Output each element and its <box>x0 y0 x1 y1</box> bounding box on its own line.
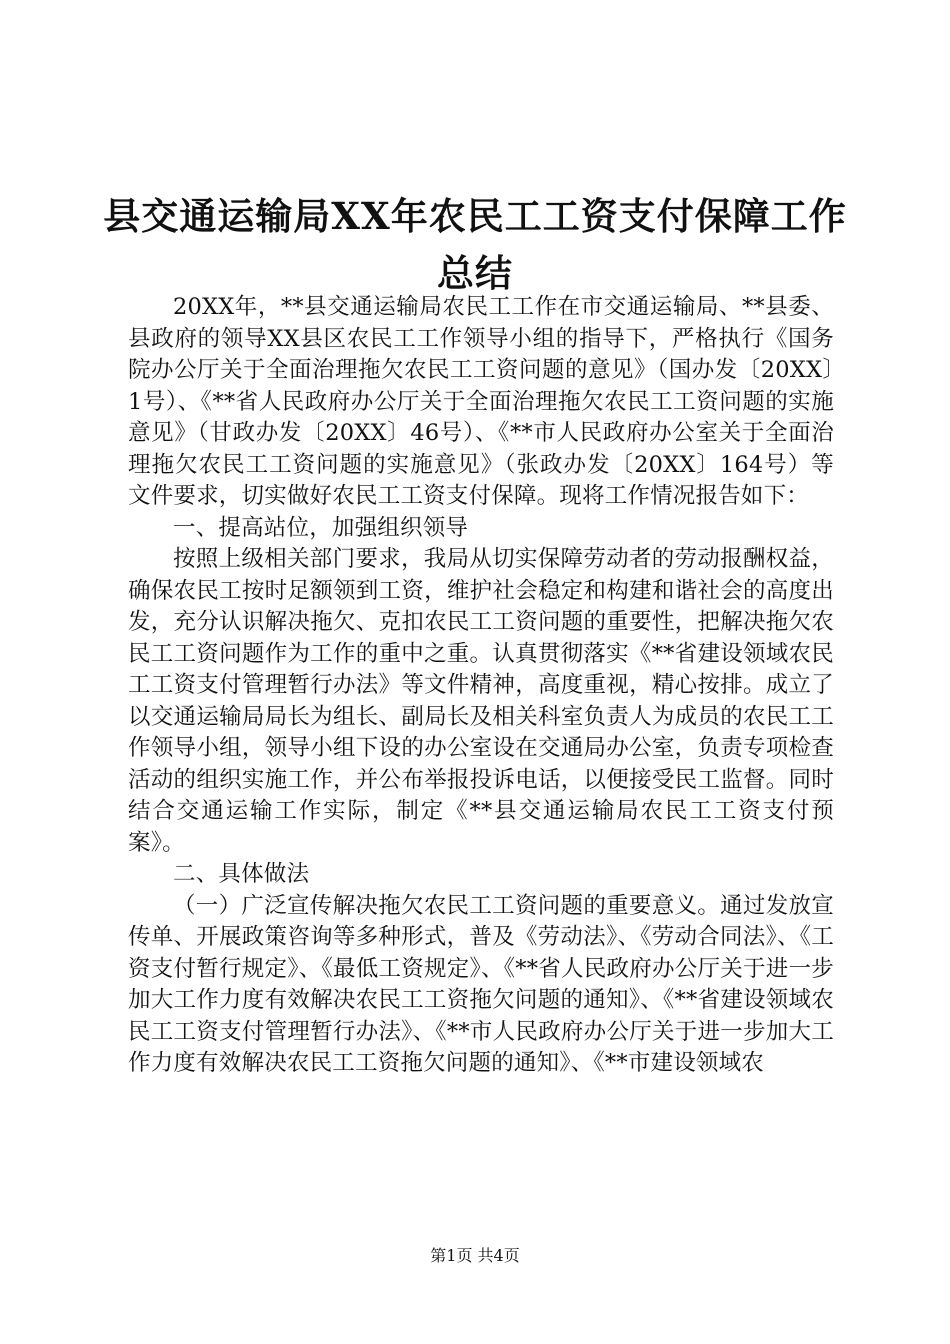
section-1-paragraph: 按照上级相关部门要求，我局从切实保障劳动者的劳动报酬权益，确保农民工按时足额领到工资，维护社会稳定和构建和谐社会的高度出发，充分认识解决拖欠、克扣农民工工资问题的重要性，把解决拖欠农民工工资问题作为工作的重中之重。认真贯彻落实《**省建设领域农民工工资支付管理暂行办法》等文件精神，高度重视，精心按排。成立了以交通运输局局长为组长、副局长及相关科室负责人为成员的农民工工作领导小组，领导小组下设的办公室设在交通局办公室，负责专项检查活动的组织实施工作，并公布举报投诉电话，以便接受民工监督。同时结合交通运输工作实际，制定《**县交通运输局农民工工资支付预案》。 <box>128 546 834 856</box>
section-heading-2: 二、具体做法 <box>173 861 310 887</box>
document-body <box>128 292 834 1080</box>
section-heading-1: 一、提高站位，加强组织领导 <box>173 514 469 541</box>
intro-paragraph: 20XX年，**县交通运输局农民工工作在市交通运输局、**县委、县政府的领导XX县区农民工工作领导小组的指导下，严格执行《国务院办公厅关于全面治理拖欠农民工工资问题的意见》（国办发〔20XX〕1号）、《**省人民政府办公厅关于全面治理拖欠农民工工资问题的实施意见》（甘政办发〔20XX〕46号）、《**市人民政府办公室关于全面治理拖欠农民工工资问题的实施意见》（张政办发〔20XX〕164号）等文件要求，切实做好农民工工资支付保障。现将工作情况报告如下： <box>128 294 834 509</box>
document-title-line1: 县交通运输局XX年农民工工资支付保障工作 <box>103 194 847 238</box>
document-title-line2: 总结 <box>437 251 513 295</box>
section-2-paragraph: （一）广泛宣传解决拖欠农民工工资问题的重要意义。通过发放宣传单、开展政策咨询等多种形式，普及《劳动法》、《劳动合同法》、《工资支付暂行规定》、《最低工资规定》、《**省人民政府办公厅关于进一步加大工作力度有效解决农民工工资拖欠问题的通知》、《**省建设领域农民工工资支付管理暂行办法》、《**市人民政府办公厅关于进一步加大工作力度有效解决农民工工资拖欠问题的通知》、《**市建设领域农 <box>128 892 834 1076</box>
page-footer: 第1页 共4页 <box>430 1246 520 1265</box>
